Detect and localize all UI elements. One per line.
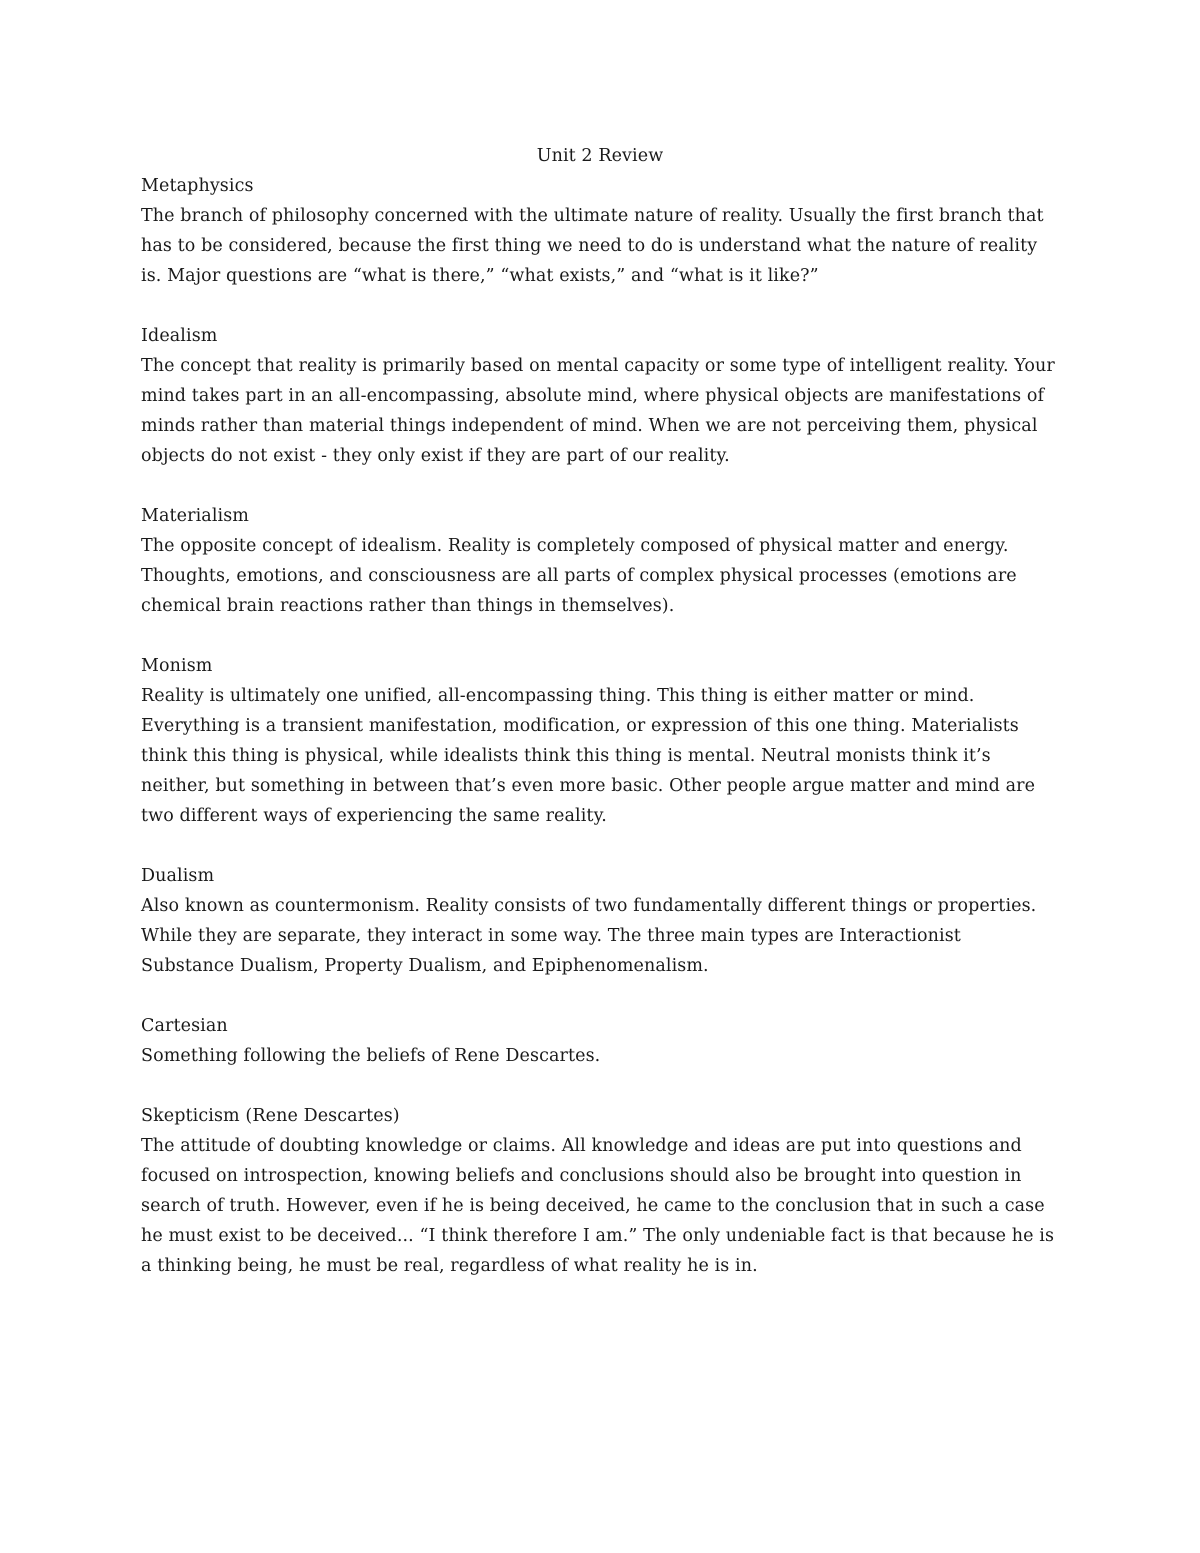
entry-skepticism bbox=[141, 1101, 1059, 1281]
entry-metaphysics bbox=[141, 171, 1059, 291]
entry-definition: The opposite concept of idealism. Reality is completely composed of physical matter and energy. Thoughts, emotions, and consciousness are all parts of complex physical processes (emotions are chemical brain reactions rather than things in themselves). bbox=[141, 536, 1017, 616]
entry-definition: Something following the beliefs of Rene Descartes. bbox=[141, 1046, 601, 1066]
entry-term: Idealism bbox=[141, 326, 218, 346]
entry-definition: Also known as countermonism. Reality consists of two fundamentally different things or properties. While they are separate, they interact in some way. The three main types are Interactionist Substance Dualism, Property Dualism, and Epiphenomenalism. bbox=[141, 896, 1037, 976]
entry-idealism bbox=[141, 321, 1059, 471]
entry-term: Metaphysics bbox=[141, 176, 254, 196]
entry-definition: The attitude of doubting knowledge or claims. All knowledge and ideas are put into questions and focused on introspection, knowing beliefs and conclusions should also be brought into question in search of truth. However, even if he is being deceived, he came to the conclusion that in such a case he must exist to be deceived... “I think therefore I am.” The only undeniable fact is that because he is a thinking being, he must be real, regardless of what reality he is in. bbox=[141, 1136, 1055, 1276]
entry-term: Monism bbox=[141, 656, 213, 676]
entry-dualism bbox=[141, 861, 1059, 981]
entry-term: Materialism bbox=[141, 506, 250, 526]
entry-definition: The branch of philosophy concerned with the ultimate nature of reality. Usually the first branch that has to be considered, because the first thing we need to do is understand what the nature of reality is. Major questions are “what is there,” “what exists,” and “what is it like?” bbox=[141, 206, 1044, 286]
document-body bbox=[141, 141, 1059, 1311]
entry-term: Skepticism (Rene Descartes) bbox=[141, 1106, 400, 1126]
entry-term: Cartesian bbox=[141, 1016, 228, 1036]
document-title: Unit 2 Review bbox=[536, 146, 664, 166]
entry-monism bbox=[141, 651, 1059, 831]
entry-term: Dualism bbox=[141, 866, 215, 886]
entry-cartesian bbox=[141, 1011, 1059, 1071]
entry-definition: Reality is ultimately one unified, all-encompassing thing. This thing is either matter or mind. Everything is a transient manifestation, modification, or expression of this one thing. Materialists think this thing is physical, while idealists think this thing is mental. Neutral monists think it’s neither, but something in between that’s even more basic. Other people argue matter and mind are two different ways of experiencing the same reality. bbox=[141, 686, 1036, 826]
entry-definition: The concept that reality is primarily based on mental capacity or some type of intelligent reality. Your mind takes part in an all-encompassing, absolute mind, where physical objects are manifestations of minds rather than material things independent of mind. When we are not perceiving them, physical objects do not exist - they only exist if they are part of our reality. bbox=[141, 356, 1055, 466]
entry-materialism bbox=[141, 501, 1059, 621]
